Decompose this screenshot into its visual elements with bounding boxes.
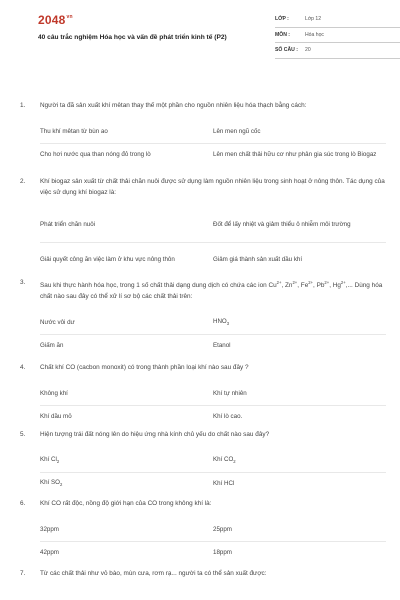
option-d[interactable]: Giảm giá thành sản xuất dầu khí (213, 256, 303, 263)
option-c[interactable]: Cho hơi nước qua than nóng đỏ trong lò (40, 151, 151, 158)
option-row (40, 242, 386, 277)
option-c[interactable]: Giấm ăn (40, 342, 64, 350)
document-meta (275, 12, 400, 59)
question-4 (20, 362, 386, 429)
question-list (20, 100, 386, 579)
question-number: 1. (20, 102, 26, 109)
document-title: 40 câu trắc nghiệm Hóa học và vấn đề phát triển kinh tế (P2) (38, 34, 227, 41)
meta-row-subject (275, 28, 400, 44)
question-5 (20, 429, 386, 498)
question-text: Khí CO rất độc, nồng độ giới hạn của CO trong không khí là: (40, 500, 212, 507)
question-text: Chất khí CO (cacbon monoxit) có trong thành phần loại khí nào sau đây ? (40, 364, 249, 371)
option-row (40, 519, 386, 541)
option-d[interactable]: 18ppm (213, 549, 232, 556)
question-3 (20, 277, 386, 362)
meta-value: Hóa học (305, 31, 324, 38)
question-number: 6. (20, 500, 26, 507)
option-c[interactable]: Giải quyết công ăn việc làm ở khu vực nông thôn (40, 256, 175, 263)
logo-suffix: vn (66, 14, 73, 20)
question-number: 4. (20, 364, 26, 371)
question-text: Người ta đã sản xuất khí mêtan thay thế một phần cho nguồn nhiên liệu hóa thạch bằng cách: (40, 102, 307, 109)
option-c[interactable]: 42ppm (40, 549, 59, 556)
option-a[interactable]: Thu khí mêtan từ bùn ao (40, 128, 108, 135)
option-c[interactable]: Khí $SO_2$ (40, 478, 63, 488)
option-row (40, 208, 386, 242)
question-text: Từ các chất thải như vỏ bào, mùn cưa, rơm rạ... người ta có thể sản xuất được: (40, 570, 267, 577)
option-d[interactable]: Khí HCl (213, 480, 235, 487)
meta-value: 20 (305, 47, 311, 54)
option-row (40, 405, 386, 428)
option-row (40, 143, 386, 166)
option-row (40, 121, 386, 143)
question-1 (20, 100, 386, 176)
option-b[interactable]: Khí tự nhiên (213, 390, 247, 397)
option-row (40, 334, 386, 357)
option-a[interactable]: Không khí (40, 390, 68, 397)
meta-key: MÔN : (275, 31, 290, 38)
meta-row-count (275, 43, 400, 59)
option-d[interactable]: Etanol (213, 342, 231, 350)
option-d[interactable]: Lên men chất thải hữu cơ như phân gia súc trong lò Biogaz (213, 151, 377, 158)
question-text: Sau khi thực hành hóa học, trong 1 số chất thải dạng dung dịch có chứa các ion $Cu^{2+}$, $Zn^{2+}$, $Fe^{2+}$, $Pb^{2+}$, $Hg^{2+}$,... Dùng hóa chất nào sau đây có thể xử lí sơ bộ các chất thải trên: (40, 280, 383, 301)
option-grid (40, 312, 386, 357)
option-row (40, 541, 386, 564)
question-6 (20, 498, 386, 568)
question-number: 2. (20, 178, 26, 185)
option-row (40, 383, 386, 405)
document-header (20, 0, 386, 62)
option-b[interactable]: Lên men ngũ cốc (213, 128, 261, 135)
option-grid (40, 519, 386, 564)
question-text: Hiện tượng trái đất nóng lên do hiệu ứng nhà kính chủ yếu do chất nào sau đây? (40, 431, 270, 438)
meta-key: SỐ CÂU : (275, 47, 298, 54)
option-b[interactable]: Đốt để lấy nhiệt và giảm thiểu ô nhiễm môi trường (213, 221, 351, 228)
option-a[interactable]: Nước vôi dư (40, 319, 75, 327)
question-number: 3. (20, 279, 26, 286)
meta-key: LỚP : (275, 16, 289, 23)
option-grid (40, 450, 386, 495)
option-b[interactable]: 25ppm (213, 526, 232, 533)
option-c[interactable]: Khí dầu mỏ (40, 413, 72, 420)
option-row (40, 450, 386, 472)
question-number: 5. (20, 431, 26, 438)
option-row (40, 472, 386, 495)
question-text: Khí biogaz sản xuất từ chất thải chăn nuôi được sử dụng làm nguồn nhiên liệu trong sinh hoạt ở nông thôn. Tác dụng của việc sử dụng khí biogaz là: (40, 178, 385, 196)
logo-text: 2048 (38, 13, 66, 27)
site-logo[interactable] (38, 13, 73, 27)
option-grid (40, 208, 386, 277)
question-number: 7. (20, 570, 26, 577)
option-grid (40, 383, 386, 428)
meta-row-class (275, 12, 400, 28)
question-7 (20, 568, 386, 579)
option-a[interactable]: Phát triển chăn nuôi (40, 221, 96, 228)
option-b[interactable]: Khí $CO_2$ (213, 455, 236, 465)
meta-value: Lớp 12 (305, 16, 322, 23)
option-b[interactable]: $HNO_3$ (213, 318, 230, 327)
option-d[interactable]: Khí lò cao. (213, 413, 243, 420)
option-a[interactable]: 32ppm (40, 526, 59, 533)
option-grid (40, 121, 386, 166)
option-a[interactable]: Khí $Cl_2$ (40, 455, 60, 465)
option-row (40, 312, 386, 334)
question-2 (20, 176, 386, 277)
